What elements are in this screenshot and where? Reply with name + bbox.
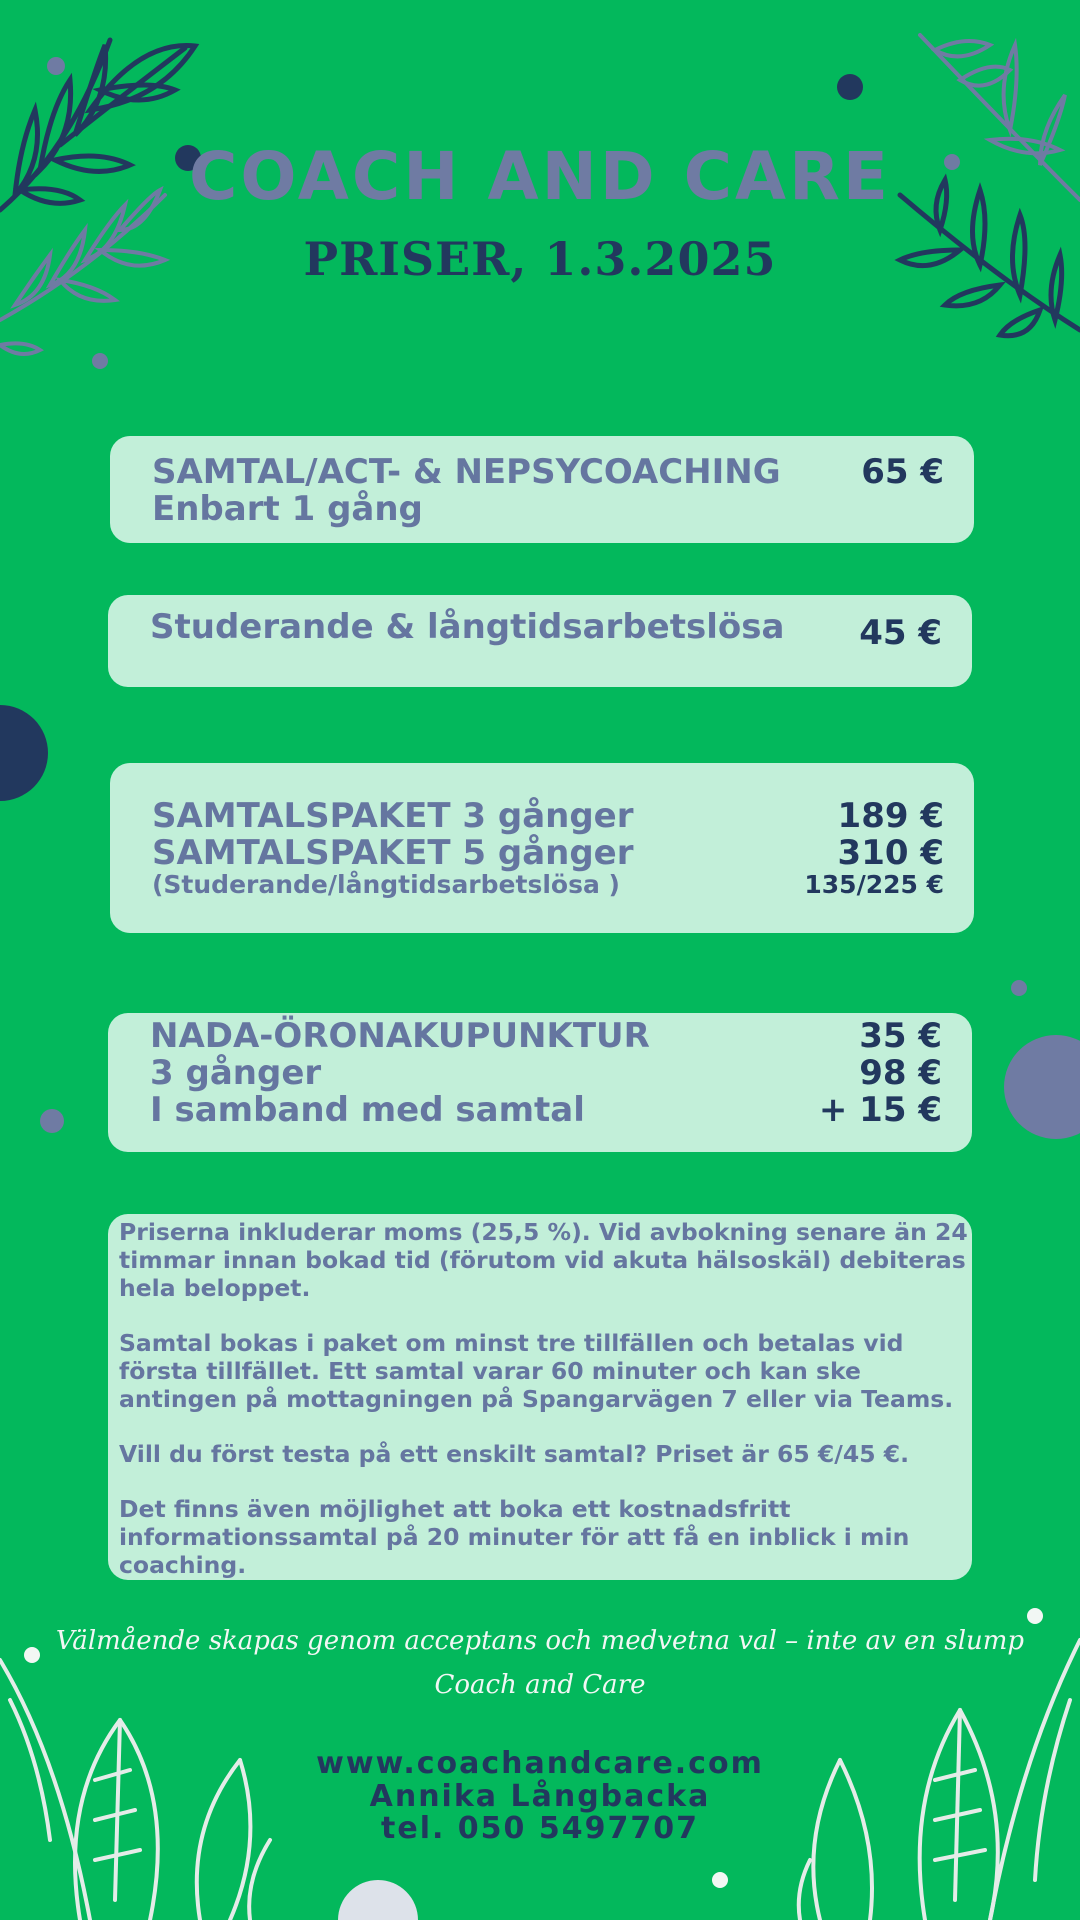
contact-phone[interactable]: tel. 050 5497707 [381, 1811, 699, 1846]
price-label: SAMTALSPAKET 3 gånger [152, 796, 634, 836]
price-value: + 15 € [818, 1090, 942, 1130]
price-card-nada [108, 1013, 972, 1152]
quote-line: Välmående skapas genom acceptans och medvetna val – inte av en slump [55, 1626, 1025, 1656]
price-value: 45 € [859, 613, 942, 653]
info-paragraph: Samtal bokas i paket om minst tre tillfällen och betalas vid första tillfället. Ett samtal varar 60 minuter och kan ske antingen på mottagningen på Spangarvägen 7 eller via Teams. [119, 1329, 954, 1413]
price-card-individual [110, 436, 974, 543]
price-card-students [108, 595, 972, 687]
price-label: Studerande & långtidsarbetslösa [150, 607, 785, 647]
price-label: NADA-ÖRONAKUPUNKTUR [150, 1016, 650, 1056]
dot-decoration [338, 1880, 418, 1920]
price-label: (Studerande/långtidsarbetslösa ) [152, 870, 620, 899]
price-label: Enbart 1 gång [152, 489, 423, 529]
price-label: SAMTALSPAKET 5 gånger [152, 833, 634, 873]
dot-decoration [1011, 980, 1027, 996]
page-title: COACH AND CARE [189, 138, 891, 215]
info-paragraph: Vill du först testa på ett enskilt samtal? Priset är 65 €/45 €. [119, 1440, 910, 1468]
price-label: 3 gånger [150, 1053, 322, 1093]
website-link[interactable]: www.coachandcare.com [316, 1746, 764, 1781]
dot-decoration [1027, 1608, 1043, 1624]
price-value: 310 € [837, 833, 944, 873]
price-label: SAMTAL/ACT- & NEPSYCOACHING [152, 452, 781, 492]
dot-decoration [40, 1109, 64, 1133]
price-value: 35 € [859, 1016, 942, 1056]
dot-decoration [1004, 1035, 1080, 1139]
info-paragraph: Priserna inkluderar moms (25,5 %). Vid avbokning senare än 24 timmar innan bokad tid (förutom vid akuta hälsoskäl) debiteras hela beloppet. [119, 1218, 968, 1302]
dot-decoration [837, 74, 863, 100]
info-paragraph: Det finns även möjlighet att boka ett kostnadsfritt informationssamtal på 20 minuter för att få en inblick i min coaching. [119, 1495, 910, 1579]
quote-signature: Coach and Care [434, 1670, 646, 1700]
dot-decoration [712, 1872, 728, 1888]
price-label: I samband med samtal [150, 1090, 585, 1130]
page-subtitle: PRISER, 1.3.2025 [303, 232, 777, 286]
price-value: 65 € [861, 452, 944, 492]
price-card-packages [110, 763, 974, 933]
dot-decoration [0, 705, 48, 801]
price-value: 98 € [859, 1053, 942, 1093]
contact-name: Annika Långbacka [369, 1779, 711, 1814]
price-value: 189 € [837, 796, 944, 836]
info-text [119, 1218, 979, 1579]
dot-decoration [47, 57, 65, 75]
price-value: 135/225 € [804, 870, 944, 899]
dot-decoration [92, 353, 108, 369]
